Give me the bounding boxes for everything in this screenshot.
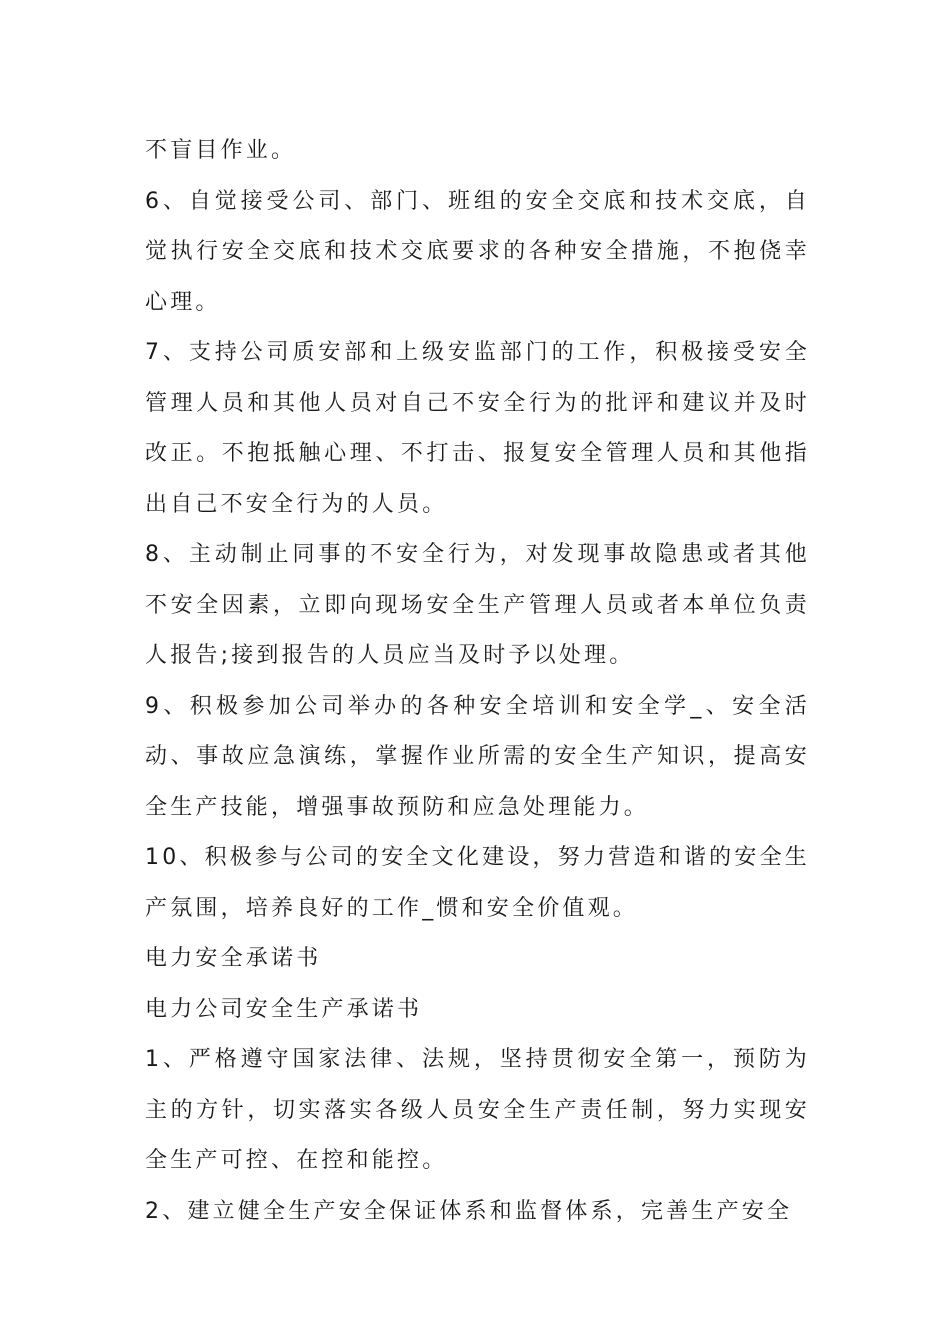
paragraph-item-1: 1、严格遵守国家法律、法规，坚持贯彻安全第一，预防为主的方针，切实落实各级人员安全生产责任制，努力实现安全生产可控、在控和能控。 [145, 1047, 810, 1173]
paragraph-item-9: 9、积极参加公司举办的各种安全培训和安全学_、安全活动、事故应急演练，掌握作业所需的安全生产知识，提高安全生产技能，增强事故预防和应急处理能力。 [145, 693, 810, 820]
paragraph-item-2: 2、建立健全生产安全保证体系和监督体系，完善生产安全 [145, 1198, 793, 1224]
document-body [145, 126, 810, 1237]
paragraph-item-6: 6、自觉接受公司、部门、班组的安全交底和技术交底，自觉执行安全交底和技术交底要求的各种安全措施，不抱侥幸心理。 [145, 188, 810, 315]
paragraph-item-8: 8、主动制止同事的不安全行为，对发现事故隐患或者其他不安全因素，立即向现场安全生产管理人员或者本单位负责人报告;接到报告的人员应当及时予以处理。 [145, 542, 810, 668]
paragraph-item-10: 10、积极参与公司的安全文化建设，努力营造和谐的安全生产氛围，培养良好的工作_惯和安全价值观。 [145, 845, 810, 921]
paragraph-continuation: 不盲目作业。 [145, 138, 297, 163]
section-title: 电力安全承诺书 [145, 946, 322, 971]
paragraph-item-7: 7、支持公司质安部和上级安监部门的工作，积极接受安全管理人员和其他人员对自己不安全行为的批评和建议并及时改正。不抱抵触心理、不打击、报复安全管理人员和其他指出自己不安全行为的人员。 [145, 340, 810, 517]
section-subtitle: 电力公司安全生产承诺书 [145, 996, 423, 1022]
